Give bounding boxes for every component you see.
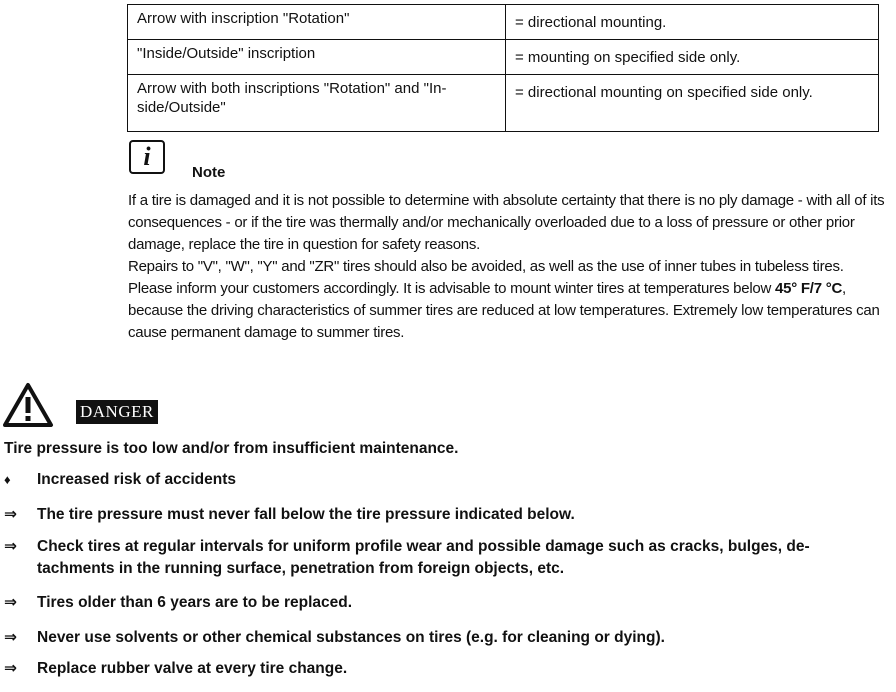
action-text: The tire pressure must never fall below the tire pressure indicated below. bbox=[37, 506, 575, 523]
note-text bbox=[128, 190, 888, 344]
action-text: Replace rubber valve at every tire change. bbox=[37, 660, 348, 677]
arrow-right-icon: ⇒ bbox=[4, 506, 17, 523]
action-text: Never use solvents or other chemical substances on tires (e.g. for cleaning or dying). bbox=[37, 629, 665, 646]
table-cell-meaning: = mounting on specified side only. bbox=[506, 40, 879, 75]
danger-badge: DANGER bbox=[76, 400, 158, 424]
table-row bbox=[128, 40, 879, 75]
note-title: Note bbox=[192, 164, 226, 181]
note-text-part: , because the driving characteristics of summer tires are reduced at low temperatures. Extremely low temperatures can cause permanent damage to summer tires. bbox=[128, 280, 880, 341]
note-text-part: Repairs to "V", "W", "Y" and "ZR" tires should also be avoided, as well as the use of inner tubes in tubeless tires. Please inform your customers accordingly. It is advisable to mount winter tires at temperatures below bbox=[128, 258, 844, 297]
diamond-bullet-icon: ♦ bbox=[4, 472, 11, 487]
danger-heading: Tire pressure is too low and/or from insufficient maintenance. bbox=[4, 440, 459, 457]
table-cell-marking bbox=[128, 75, 506, 132]
mounting-table bbox=[127, 4, 879, 132]
action-text: Tires older than 6 years are to be replaced. bbox=[37, 594, 353, 611]
table-row bbox=[128, 5, 879, 40]
table-cell-text: Arrow with both inscriptions "Rotation" and "In-side/Outside" bbox=[137, 80, 447, 116]
arrow-right-icon: ⇒ bbox=[4, 629, 17, 646]
arrow-right-icon: ⇒ bbox=[4, 660, 17, 677]
info-icon: i bbox=[129, 140, 165, 174]
table-cell-marking: "Inside/Outside" inscription bbox=[128, 40, 506, 75]
note-paragraph bbox=[128, 256, 888, 344]
temperature-value: 45° F/7 °C bbox=[775, 280, 843, 297]
table-cell-marking: Arrow with inscription "Rotation" bbox=[128, 5, 506, 40]
table-cell-meaning: = directional mounting on specified side only. bbox=[506, 75, 879, 132]
note-paragraph: If a tire is damaged and it is not possible to determine with absolute certainty that there is no ply damage - with all of its consequences - or if the tire was thermally and/or mechanically overloaded due to a loss of pressure or other prior damage, replace the tire in question for safety reasons. bbox=[128, 192, 885, 253]
table-row bbox=[128, 75, 879, 132]
consequence-text: Increased risk of accidents bbox=[37, 471, 237, 488]
arrow-right-icon: ⇒ bbox=[4, 538, 17, 555]
warning-triangle-icon bbox=[2, 382, 54, 428]
action-text: Check tires at regular intervals for uniform profile wear and possible damage such as cracks, bulges, de-tachments in the running surface, penetration from foreign objects, etc. bbox=[37, 538, 810, 577]
arrow-right-icon: ⇒ bbox=[4, 594, 17, 611]
table-cell-meaning: = directional mounting. bbox=[506, 5, 879, 40]
